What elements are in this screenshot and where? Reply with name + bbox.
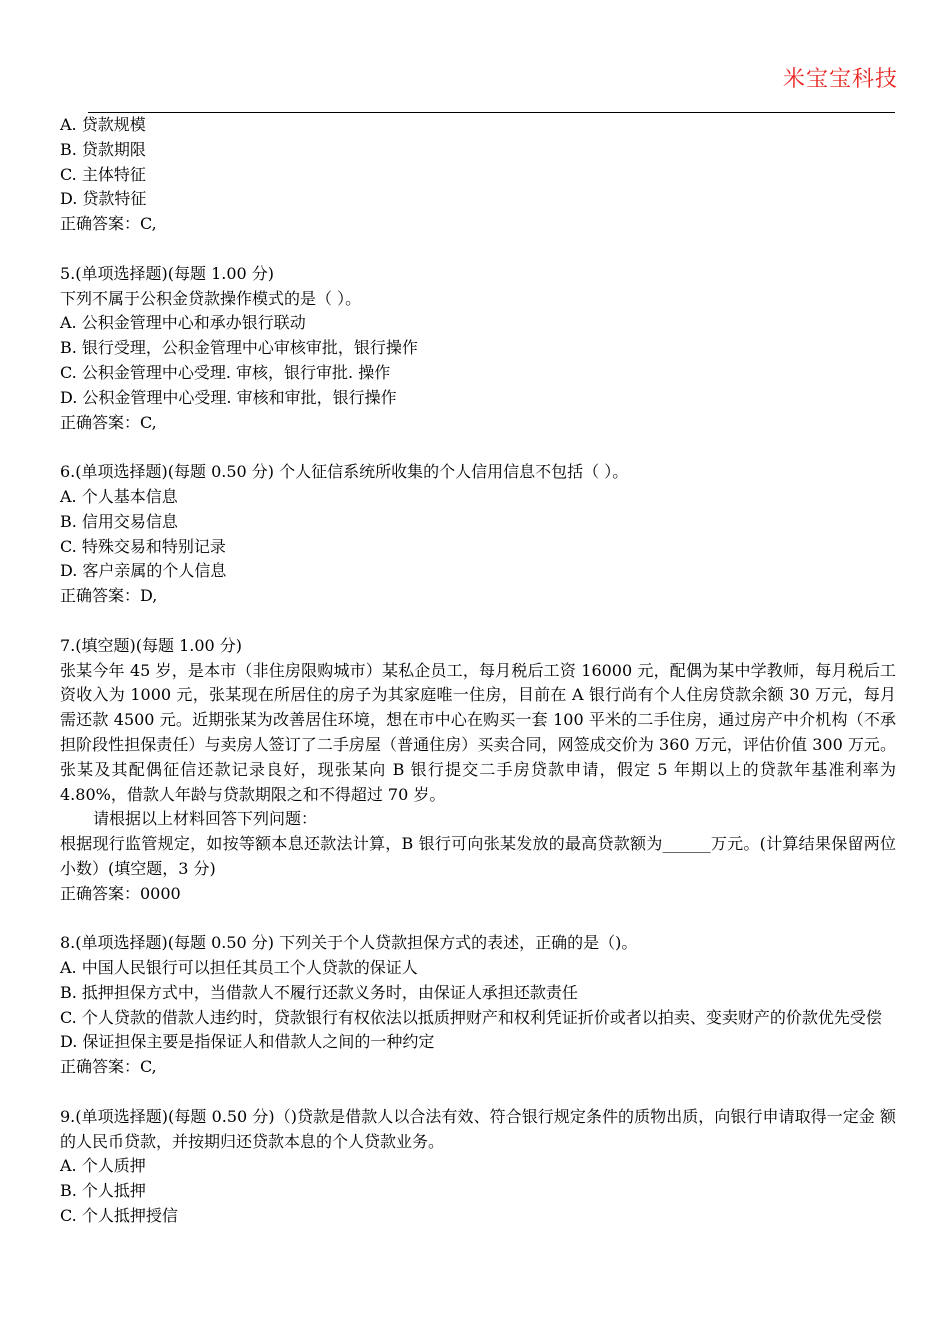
- option-b: B. 抵押担保方式中，当借款人不履行还款义务时，由保证人承担还款责任: [60, 982, 578, 1002]
- option-b: B. 贷款期限: [60, 139, 146, 159]
- option-a: A. 个人基本信息: [60, 486, 178, 506]
- question-prompt: 请根据以上材料回答下列问题：: [93, 809, 318, 829]
- question-heading: 5.(单项选择题)(每题 1.00 分): [60, 263, 275, 283]
- option-b: B. 个人抵押: [60, 1181, 146, 1201]
- answer-line: 正确答案：0000: [60, 883, 181, 903]
- option-a: A. 个人质押: [60, 1156, 146, 1176]
- option-c: C. 公积金管理中心受理. 审核，银行审批. 操作: [60, 362, 391, 382]
- option-a: A. 公积金管理中心和承办银行联动: [60, 313, 306, 333]
- question-heading: 9.(单项选择题)(每题 0.50 分)（)贷款是借款人以合法有效、符合银行规定条件的质物出质，向银行申请取得一定金 额的人民币贷款，并按期归还贷款本息的个人贷款业务。: [60, 1106, 896, 1151]
- question-7-block: [60, 634, 896, 907]
- answer-line: 正确答案：C,: [60, 1057, 157, 1077]
- answer-line: 正确答案：D,: [60, 586, 158, 606]
- question-heading: 6.(单项选择题)(每题 0.50 分) 个人征信系统所收集的个人信用信息不包括（ ）。: [60, 462, 629, 482]
- question-8-block: [60, 931, 896, 1080]
- answer-line: 正确答案：C,: [60, 412, 157, 432]
- question-heading: 8.(单项选择题)(每题 0.50 分) 下列关于个人贷款担保方式的表述，正确的是（)。: [60, 933, 638, 953]
- option-d: D. 贷款特征: [60, 189, 147, 209]
- option-d: D. 公积金管理中心受理. 审核和审批，银行操作: [60, 387, 397, 407]
- question-heading: 7.(填空题)(每题 1.00 分): [60, 635, 243, 655]
- question-stem: 下列不属于公积金贷款操作模式的是（ ）。: [60, 288, 362, 308]
- option-a: A. 贷款规模: [60, 115, 146, 134]
- fill-blank-question: 根据现行监管规定，如按等额本息还款法计算，B 银行可向张某发放的最高贷款额为______万元。(计算结果保留两位小数）(填空题，3 分): [60, 834, 896, 878]
- option-b: B. 银行受理，公积金管理中心审核审批，银行操作: [60, 338, 418, 358]
- document-body: [60, 113, 896, 1229]
- option-c: C. 特殊交易和特别记录: [60, 536, 226, 556]
- question-4-block: [60, 113, 896, 237]
- option-c: C. 个人抵押授信: [60, 1206, 178, 1226]
- option-a: A. 中国人民银行可以担任其员工个人贷款的保证人: [60, 958, 418, 978]
- option-b: B. 信用交易信息: [60, 511, 178, 531]
- case-material: 张某今年 45 岁，是本市（非住房限购城市）某私企员工，每月税后工资 16000 元，配偶为某中学教师，每月税后工资收入为 1000 元，张某现在所居住的房子为其家庭唯一住房，目前在 A 银行尚有个人住房贷款余额 30 万元，每月需还款 4500 元。近期张某为改善居住环境，想在市中心在购买一套 100 平米的二手住房，通过房产中介机构（不承担阶段性担保责任）与卖房人签订了二手房屋（普通住房）买卖合同，网签成交价为 360 万元，评估价值 300 万元。张某及其配偶征信还款记录良好，现张某向 B 银行提交二手房贷款申请，假定 5 年期以上的贷款年基准利率为 4.80%，借款人年龄与贷款期限之和不得超过 70 岁。: [60, 660, 896, 804]
- option-d: D. 保证担保主要是指保证人和借款人之间的一种约定: [60, 1032, 435, 1052]
- question-6-block: [60, 460, 896, 609]
- option-c: C. 个人贷款的借款人违约时，贷款银行有权依法以抵质押财产和权利凭证折价或者以拍卖、变卖财产的价款优先受偿: [60, 1007, 882, 1027]
- option-c: C. 主体特征: [60, 164, 146, 184]
- answer-line: 正确答案：C,: [60, 214, 157, 234]
- question-5-block: [60, 262, 896, 436]
- option-d: D. 客户亲属的个人信息: [60, 561, 227, 581]
- question-9-block: [60, 1105, 896, 1229]
- brand-logo-text: 米宝宝科技: [782, 67, 898, 92]
